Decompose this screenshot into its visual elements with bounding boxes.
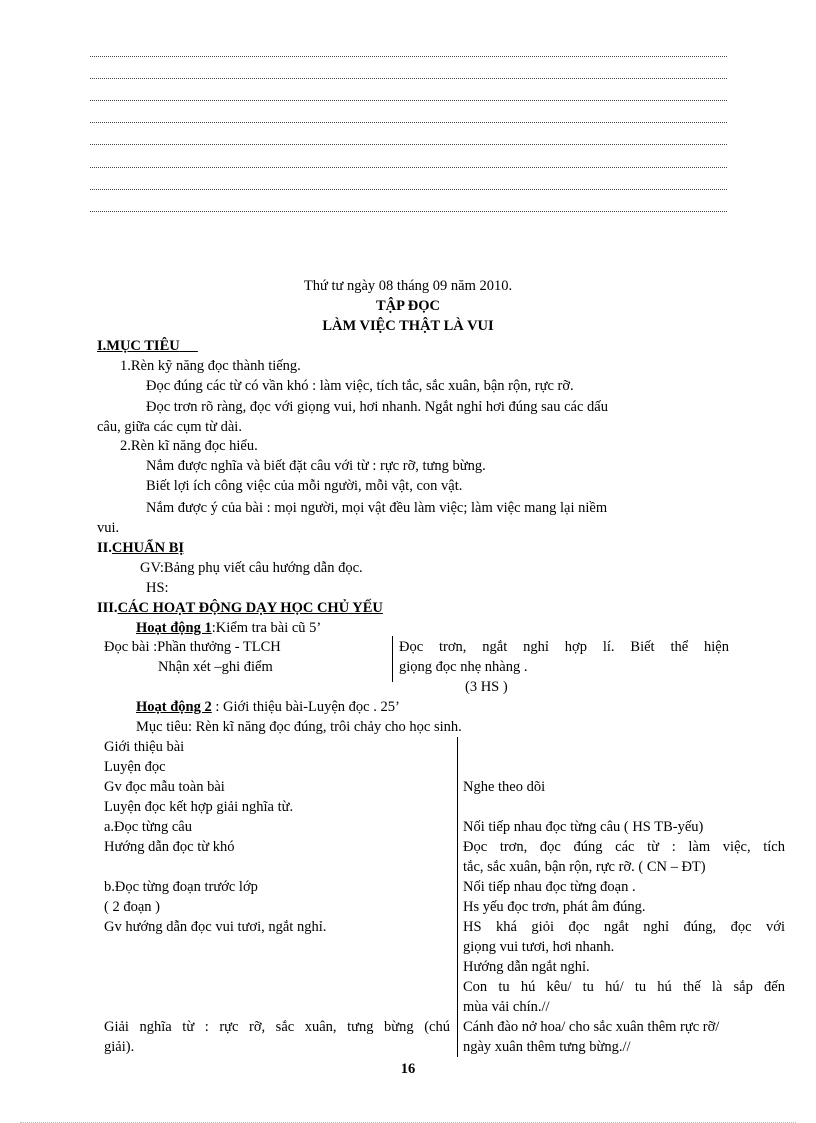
writing-line	[90, 189, 727, 190]
writing-line	[90, 122, 727, 123]
t2-right-paragraph: Nối tiếp nhau đọc từng đoạn .	[463, 879, 636, 895]
section-3-heading: III.CÁC HOẠT ĐỘNG DẠY HỌC CHỦ YẾU	[97, 600, 383, 616]
t2-left-model-reading: Gv đọc mẫu toàn bài	[104, 779, 225, 795]
t2-left-sentence-reading: a.Đọc từng câu	[104, 819, 192, 835]
t2-left-intro: Giới thiệu bài	[104, 739, 185, 755]
objective-2c: Nắm được ý của bài : mọi người, mọi vật đều làm việc; làm việc mang lại niềm	[146, 500, 608, 516]
activity-1-student-2: giọng đọc nhẹ nhàng .	[399, 659, 528, 675]
t2-right-example-1: Con tu hú kêu/ tu hú/ tu hú thế là sắp đến	[463, 979, 785, 995]
t2-left-vocab-meaning-cont: giải).	[104, 1039, 135, 1055]
t2-right-example-1-cont: mùa vải chín.//	[463, 999, 550, 1015]
activity-1-teacher-2: Nhận xét –ghi điểm	[158, 659, 273, 675]
objective-2b: Biết lợi ích công việc của mỗi người, mỗi vật, con vật.	[146, 478, 463, 494]
t2-right-good-students-cont: giọng vui tươi, hơi nhanh.	[463, 939, 615, 955]
activity-1-heading: Hoạt động 1:Kiểm tra bài cũ 5’	[136, 620, 322, 636]
activity-1-teacher-1: Đọc bài :Phần thưởng - TLCH	[104, 639, 281, 655]
objective-1: 1.Rèn kỹ năng đọc thành tiếng.	[120, 358, 301, 374]
writing-line	[90, 56, 727, 57]
t2-right-pause-guide: Hướng dẫn ngắt nghỉ.	[463, 959, 590, 975]
t2-right-hard-words: Đọc trơn, đọc đúng các từ : làm việc, tích	[463, 839, 785, 855]
t2-left-guide-reading: Gv hướng dẫn đọc vui tươi, ngắt nghỉ.	[104, 919, 327, 935]
writing-line	[90, 100, 727, 101]
date-line: Thứ tư ngày 08 tháng 09 năm 2010.	[303, 278, 513, 294]
t2-right-example-2: Cánh đào nở hoa/ cho sắc xuân thêm rực rỡ/	[463, 1019, 720, 1035]
subject-heading: TẬP ĐỌC	[375, 298, 441, 314]
t2-left-practice-vocab: Luyện đọc kết hợp giải nghĩa từ.	[104, 799, 294, 815]
activity-1-divider	[392, 636, 393, 682]
section-1-heading: I.MỤC TIÊU	[97, 338, 180, 354]
lesson-title: LÀM VIỆC THẬT LÀ VUI	[322, 318, 494, 334]
writing-line	[90, 167, 727, 168]
writing-line	[90, 78, 727, 79]
section-2-heading: II.CHUẨN BỊ	[97, 540, 185, 556]
writing-line	[90, 144, 727, 145]
t2-right-good-students: HS khá giỏi đọc ngắt nghỉ đúng, đọc với	[463, 919, 785, 935]
activity-1-student-3: (3 HS )	[465, 679, 508, 695]
t2-left-two-paragraphs: ( 2 đoạn )	[104, 899, 160, 915]
teacher-materials: GV:Bảng phụ viết câu hướng dẫn đọc.	[140, 560, 363, 576]
page-number: 16	[400, 1061, 416, 1077]
t2-right-weak-students: Hs yếu đọc trơn, phát âm đúng.	[463, 899, 646, 915]
t2-right-listen: Nghe theo dõi	[463, 779, 546, 795]
t2-left-hard-words: Hướng dẫn đọc từ khó	[104, 839, 235, 855]
t2-right-hard-words-cont: tắc, sắc xuân, bận rộn, rực rỡ. ( CN – ĐT)	[463, 859, 706, 875]
t2-left-practice: Luyện đọc	[104, 759, 166, 775]
objective-1b: Đọc trơn rõ ràng, đọc với giọng vui, hơi nhanh. Ngắt nghỉ hơi đúng sau các dấu	[146, 399, 608, 415]
t2-right-sentence: Nối tiếp nhau đọc từng câu ( HS TB-yếu)	[463, 819, 704, 835]
activity-1-student-1: Đọc trơn, ngắt nghỉ hợp lí. Biết thể hiện	[399, 639, 729, 655]
activity-2-heading: Hoạt động 2 : Giới thiệu bài-Luyện đọc . 25’	[136, 699, 400, 715]
student-materials: HS:	[146, 580, 169, 596]
t2-left-paragraph-reading: b.Đọc từng đoạn trước lớp	[104, 879, 258, 895]
objective-1a: Đọc đúng các từ có vần khó : làm việc, tích tắc, sắc xuân, bận rộn, rực rỡ.	[146, 378, 574, 394]
activity-2-divider	[457, 737, 458, 1057]
objective-1b-cont: câu, giữa các cụm từ dài.	[97, 419, 242, 435]
activity-2-goal: Mục tiêu: Rèn kĩ năng đọc đúng, trôi chảy cho học sinh.	[136, 719, 462, 735]
objective-2c-cont: vui.	[97, 520, 120, 536]
objective-2a: Nắm được nghĩa và biết đặt câu với từ : rực rỡ, tưng bừng.	[146, 458, 486, 474]
t2-right-example-2-cont: ngày xuân thêm tưng bừng.//	[463, 1039, 631, 1055]
writing-line	[90, 211, 727, 212]
objective-2: 2.Rèn kĩ năng đọc hiểu.	[120, 438, 258, 454]
t2-left-vocab-meaning: Giải nghĩa từ : rực rỡ, sắc xuân, tưng bừng (chú	[104, 1019, 450, 1035]
